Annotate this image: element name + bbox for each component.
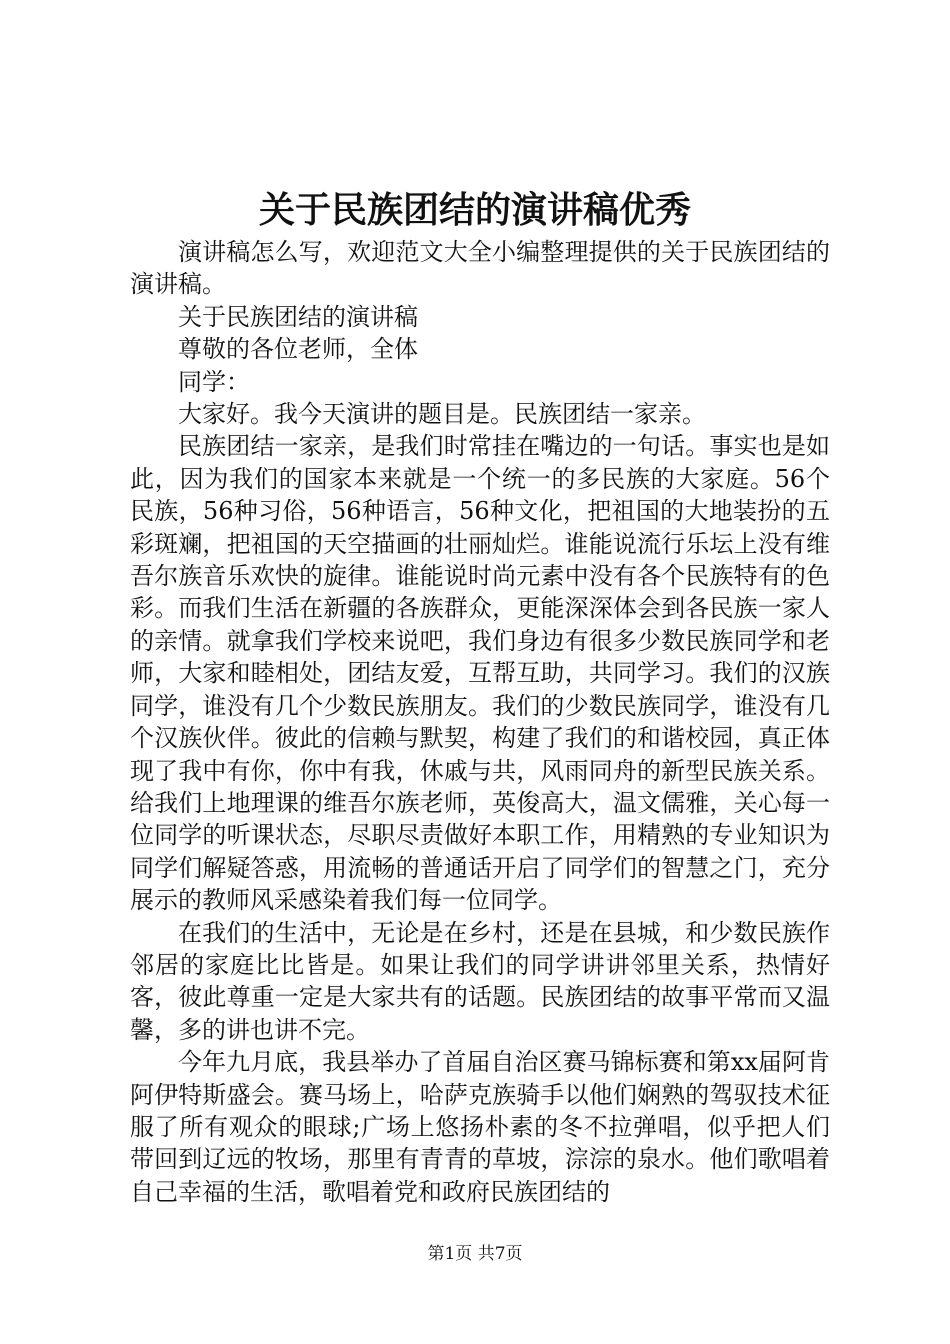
paragraph-body-3: 今年九月底，我县举办了首届自治区赛马锦标赛和第xx届阿肯阿伊特斯盛会。赛马场上，哈萨克族骑手以他们娴熟的驾驭技术征服了所有观众的眼球;广场上悠扬朴素的冬不拉弹唱，似乎把人们带回到辽远的牧场，那里有青青的草坡，淙淙的泉水。他们歌唱着自己幸福的生活，歌唱着党和政府民族团结的 [130,1048,830,1206]
paragraph-salutation-cont: 同学： [178,367,250,396]
paragraph-body-2: 在我们的生活中，无论是在乡村，还是在县城，和少数民族作邻居的家庭比比皆是。如果让我们的同学讲讲邻里关系，热情好客，彼此尊重一定是大家共有的话题。民族团结的故事平常而又温馨，多的讲也讲不完。 [130,918,830,1044]
document-title: 关于民族团结的演讲稿优秀 [258,189,691,231]
paragraph-intro: 演讲稿怎么写，欢迎范文大全小编整理提供的关于民族团结的演讲稿。 [130,238,830,299]
page-number: 第1页 共7页 [427,1244,523,1264]
paragraph-heading: 关于民族团结的演讲稿 [178,302,418,331]
paragraph-body-1: 民族团结一家亲，是我们时常挂在嘴边的一句话。事实也是如此，因为我们的国家本来就是一个统一的多民族的大家庭。56个民族，56种习俗，56种语言，56种文化，把祖国的大地装扮的五彩斑斓，把祖国的天空描画的壮丽灿烂。谁能说流行乐坛上没有维吾尔族音乐欢快的旋律。谁能说时尚元素中没有各个民族特有的色彩。而我们生活在新疆的各族群众，更能深深体会到各民族一家人的亲情。就拿我们学校来说吧，我们身边有很多少数民族同学和老师，大家和睦相处，团结友爱，互帮互助，共同学习。我们的汉族同学，谁没有几个少数民族朋友。我们的少数民族同学，谁没有几个汉族伙伴。彼此的信赖与默契，构建了我们的和谐校园，真正体现了我中有你，你中有我，休戚与共，风雨同舟的新型民族关系。给我们上地理课的维吾尔族老师，英俊高大，温文儒雅，关心每一位同学的听课状态，尽职尽责做好本职工作，用精熟的专业知识为同学们解疑答惑，用流畅的普通话开启了同学们的智慧之门，充分展示的教师风采感染着我们每一位同学。 [130,432,830,915]
paragraph-greeting: 大家好。我今天演讲的题目是。民族团结一家亲。 [178,400,706,429]
paragraph-salutation: 尊敬的各位老师，全体 [178,335,418,364]
document-body [130,236,830,1208]
